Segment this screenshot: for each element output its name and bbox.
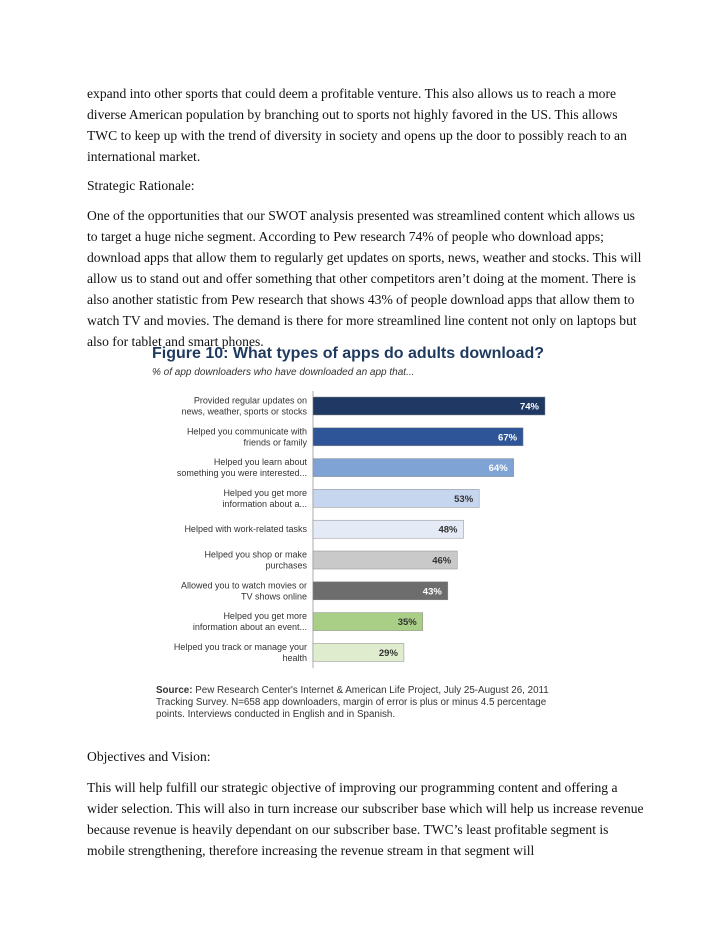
category-label: Helped with work-related tasks [184, 524, 307, 535]
category-label: information about a... [222, 498, 307, 509]
category-label: Helped you learn about [213, 457, 307, 468]
heading-objectives-vision: Objectives and Vision: [87, 749, 211, 764]
chart-title: Figure 10: What types of apps do adults download? [152, 345, 545, 362]
paragraph-diversity: expand into other sports that could deem a profitable venture. This also allows us to reach a more diverse American population by branching out to sports not highly favored in the US. This allows TWC to keep up with the trend of diversity in society and opens up the door to possibly reach to an international market. [87, 86, 627, 164]
chart-bar [313, 459, 514, 477]
chart-bar [313, 428, 523, 446]
bar-value-label: 53% [454, 493, 474, 505]
paragraph-strategic-rationale: One of the opportunities that our SWOT analysis presented was streamlined content which allows us to target a huge niche segment. According to Pew research 74% of people who download apps; download apps that allow them to regularly get updates on sports, news, weather and stocks. This will allow us to stand out and offer something that other competitors aren’t doing at the moment. There is also another statistic from Pew research that shows 43% of people download apps that allow them to watch TV and movies. The demand is there for more streamlined line content not only on laptops but also for tablet and smart phones. [87, 208, 642, 349]
bar-value-label: 29% [378, 647, 398, 659]
category-label: friends or family [243, 437, 307, 448]
category-label: Helped you track or manage your [173, 641, 307, 652]
chart-subtitle: % of app downloaders who have downloaded an app that... [152, 367, 415, 378]
category-label: Allowed you to watch movies or [180, 580, 307, 591]
category-label: something you were interested... [176, 468, 307, 479]
chart-bar [313, 397, 545, 415]
category-label: health [282, 652, 307, 663]
category-label: Helped you communicate with [186, 426, 307, 437]
category-label: TV shows online [240, 591, 307, 602]
heading-strategic-rationale: Strategic Rationale: [87, 178, 195, 193]
category-label: Provided regular updates on [193, 395, 307, 406]
source-text: Pew Research Center's Internet & American Life Project, July 25-August 26, 2011 Tracking Survey. N=658 app downloaders, margin of error is plus or minus 4.5 percentage points. Interviews conducted in English and in Spanish. [156, 685, 549, 720]
bar-value-label: 74% [519, 401, 539, 413]
bar-value-label: 67% [498, 432, 518, 444]
category-label: information about an event... [192, 622, 307, 633]
bar-value-label: 48% [438, 524, 458, 536]
chart-source [156, 685, 566, 721]
paragraph-objectives: This will help fulfill our strategic objective of improving our programming content and offering a wider selection. This will also in turn increase our subscriber base which will help us increase revenue because revenue is heavily dependant on our subscriber base. TWC’s least profitable segment is mobile strengthening, therefore increasing the revenue stream in that segment will [87, 780, 644, 858]
category-label: Helped you shop or make [204, 549, 307, 560]
source-label: Source: [156, 685, 193, 696]
figure-app-types-chart [150, 345, 570, 725]
bar-chart [150, 385, 570, 715]
bar-value-label: 64% [488, 463, 508, 475]
bar-value-label: 46% [432, 555, 452, 567]
bar-value-label: 43% [422, 586, 442, 598]
category-label: Helped you get more [223, 611, 307, 622]
category-label: news, weather, sports or stocks [181, 406, 307, 417]
category-label: Helped you get more [223, 487, 307, 498]
bar-value-label: 35% [397, 617, 417, 629]
category-label: purchases [265, 560, 307, 571]
